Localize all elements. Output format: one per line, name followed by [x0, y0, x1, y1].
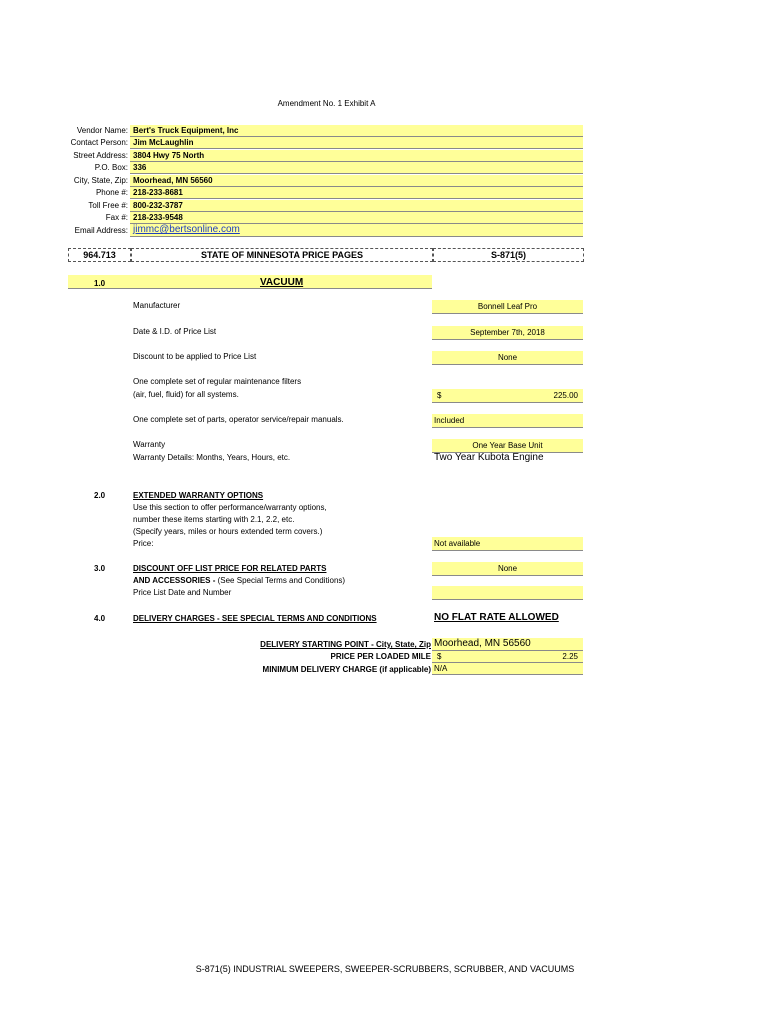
- section-code: 964.713: [83, 250, 116, 260]
- filters-label-line1: One complete set of regular maintenance filters: [133, 377, 302, 386]
- delivery-start-field[interactable]: Moorhead, MN 56560: [432, 638, 583, 651]
- section-code-box: [68, 248, 131, 262]
- section2-line1: Use this section to offer performance/warranty options,: [133, 503, 327, 512]
- header-ref-box: [433, 248, 584, 262]
- price-per-mile-label: PRICE PER LOADED MILE: [330, 652, 431, 661]
- price-per-mile-currency: $: [437, 652, 442, 661]
- section1-title: VACUUM: [260, 277, 304, 288]
- section2-number: 2.0: [94, 491, 106, 500]
- po-box-field[interactable]: 336: [130, 162, 583, 174]
- price-per-mile-value: 2.25: [562, 652, 578, 661]
- section4-flat-rate: NO FLAT RATE ALLOWED: [434, 612, 559, 623]
- email-label: Email Address:: [74, 226, 128, 235]
- warranty-label: Warranty: [133, 440, 166, 449]
- city-state-zip-label: City, State, Zip:: [73, 176, 128, 185]
- street-address-field[interactable]: 3804 Hwy 75 North: [130, 150, 583, 162]
- header-title: STATE OF MINNESOTA PRICE PAGES: [200, 250, 363, 260]
- toll-free-label: Toll Free #:: [88, 201, 128, 210]
- vendor-name-label: Vendor Name:: [76, 126, 128, 135]
- section3-number: 3.0: [94, 564, 106, 573]
- section3-title: DISCOUNT OFF LIST PRICE FOR RELATED PARTS: [133, 564, 327, 573]
- section3-discount-field[interactable]: None: [432, 562, 583, 576]
- header-ref: S-871(5): [490, 250, 526, 260]
- section2-title: EXTENDED WARRANTY OPTIONS: [133, 491, 264, 500]
- discount-field[interactable]: None: [432, 351, 583, 365]
- section3-line2-bold: AND ACCESSORIES -: [133, 576, 218, 585]
- phone-field[interactable]: 218-233-8681: [130, 187, 583, 199]
- document-title-text: Amendment No. 1 Exhibit A: [277, 99, 376, 108]
- document-title: [0, 99, 653, 108]
- filters-currency: $: [437, 391, 442, 400]
- email-field: [130, 224, 583, 237]
- section2-price-field[interactable]: Not available: [432, 537, 583, 551]
- vendor-name-field[interactable]: Bert's Truck Equipment, Inc: [130, 125, 583, 137]
- section1-band: [68, 275, 432, 289]
- section3-price-list-field[interactable]: [432, 586, 583, 600]
- email-link[interactable]: jimmc@bertsonline.com: [133, 224, 240, 235]
- page-footer: S-871(5) INDUSTRIAL SWEEPERS, SWEEPER-SCRUBBERS, SCRUBBER, AND VACUUMS: [195, 964, 575, 974]
- section3-line3: Price List Date and Number: [133, 588, 232, 597]
- manufacturer-field[interactable]: Bonnell Leaf Pro: [432, 300, 583, 314]
- filters-price-field[interactable]: [432, 389, 583, 403]
- toll-free-field[interactable]: 800-232-3787: [130, 200, 583, 212]
- warranty-details-label: Warranty Details: Months, Years, Hours, etc.: [133, 453, 291, 462]
- warranty-field[interactable]: One Year Base Unit: [432, 439, 583, 453]
- header-title-box: [131, 248, 433, 262]
- delivery-start-label: DELIVERY STARTING POINT - City, State, Zip: [260, 640, 431, 649]
- fax-label: Fax #:: [105, 213, 128, 222]
- section2-price-label: Price:: [133, 539, 154, 548]
- section3-line2-rest: (See Special Terms and Conditions): [217, 576, 346, 585]
- manufacturer-label: Manufacturer: [133, 301, 181, 310]
- phone-label: Phone #:: [95, 188, 128, 197]
- section1-number: 1.0: [94, 279, 106, 288]
- manuals-field[interactable]: Included: [432, 414, 583, 428]
- min-delivery-label: MINIMUM DELIVERY CHARGE (if applicable): [262, 665, 431, 674]
- manuals-label: One complete set of parts, operator service/repair manuals.: [133, 415, 344, 424]
- section4-title: DELIVERY CHARGES - SEE SPECIAL TERMS AND CONDITIONS: [133, 614, 377, 623]
- price-per-mile-field[interactable]: [432, 651, 583, 663]
- po-box-label: P.O. Box:: [94, 163, 128, 172]
- warranty-details-value[interactable]: Two Year Kubota Engine: [434, 452, 544, 463]
- section3-line2: [133, 576, 345, 585]
- street-address-label: Street Address:: [73, 151, 128, 160]
- city-state-zip-field[interactable]: Moorhead, MN 56560: [130, 175, 583, 187]
- contact-person-label: Contact Person:: [70, 138, 128, 147]
- price-list-date-field[interactable]: September 7th, 2018: [432, 326, 583, 340]
- min-delivery-field[interactable]: N/A: [432, 663, 583, 675]
- filters-label-line2: (air, fuel, fluid) for all systems.: [133, 390, 239, 399]
- discount-label: Discount to be applied to Price List: [133, 352, 257, 361]
- section4-number: 4.0: [94, 614, 106, 623]
- contact-person-field[interactable]: Jim McLaughlin: [130, 137, 583, 149]
- price-list-date-label: Date & I.D. of Price List: [133, 327, 217, 336]
- section2-line3: (Specify years, miles or hours extended term covers.): [133, 527, 323, 536]
- filters-price-value: 225.00: [553, 391, 578, 400]
- section2-line2: number these items starting with 2.1, 2.2, etc.: [133, 515, 295, 524]
- fax-field[interactable]: 218-233-9548: [130, 212, 583, 224]
